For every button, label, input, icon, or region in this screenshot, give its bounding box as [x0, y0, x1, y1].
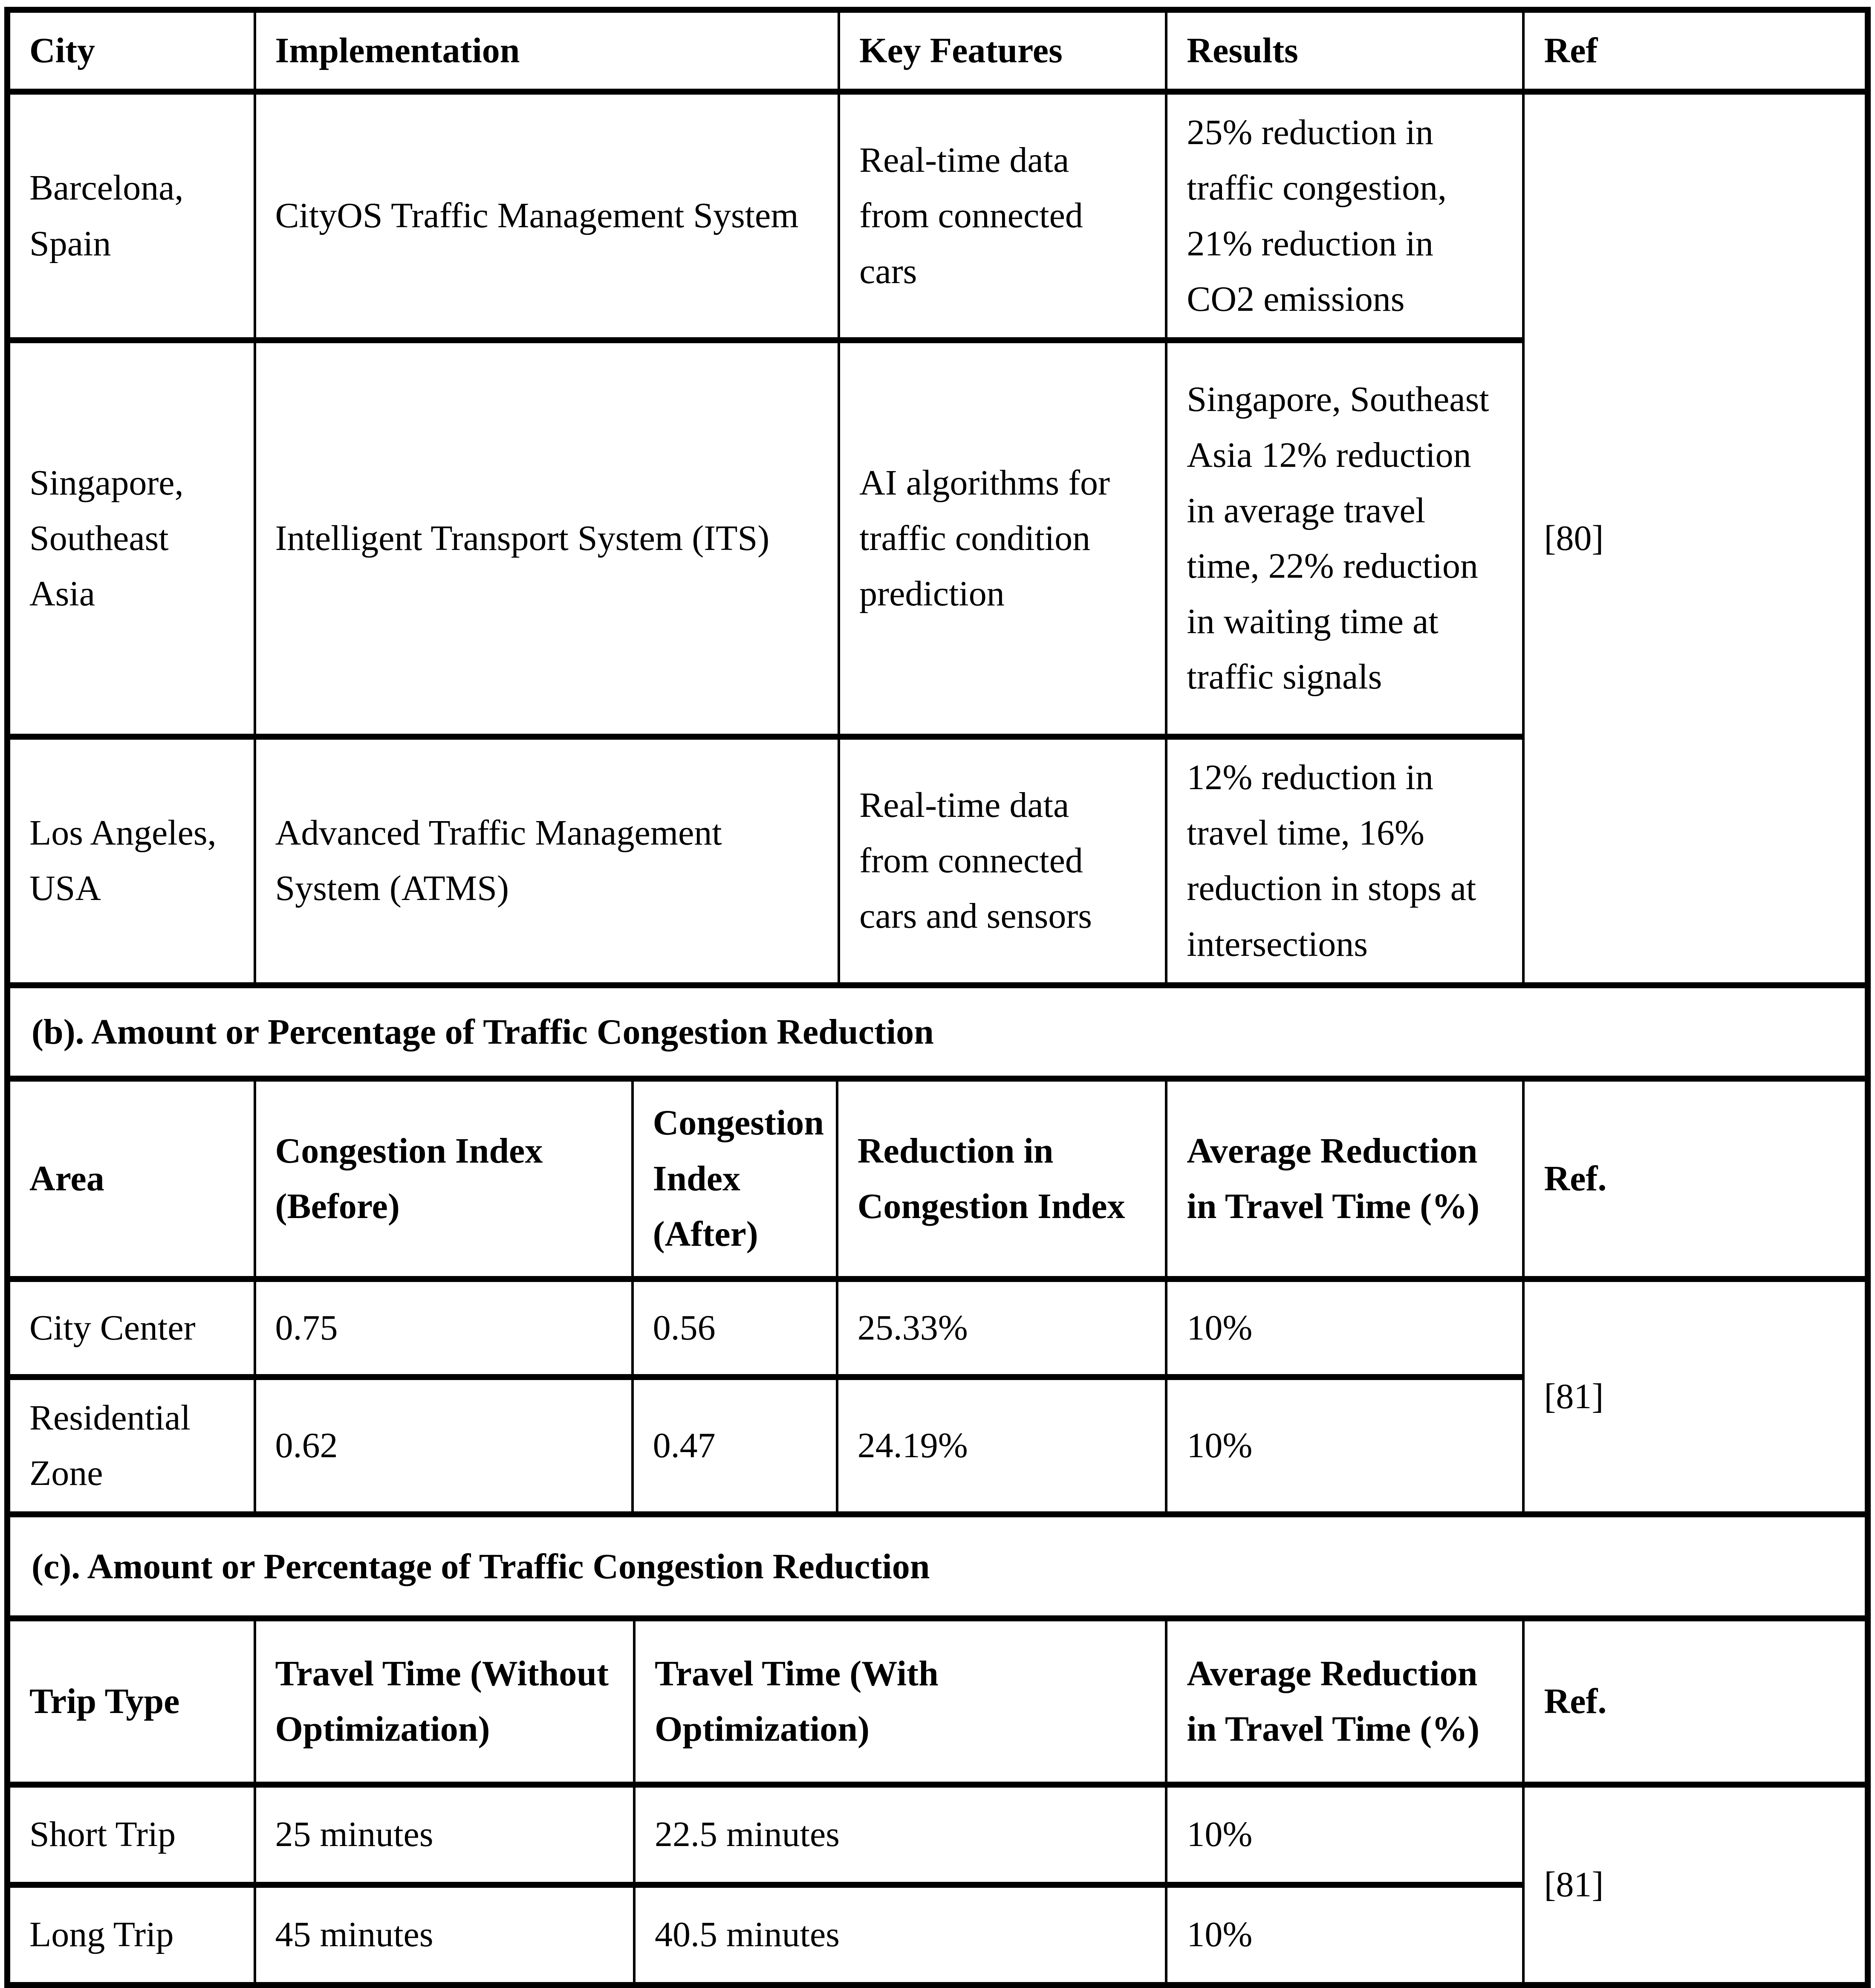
cell-key-features-barcelona: Real-time data from connected cars: [839, 92, 1166, 340]
table-c-header-row: [7, 1618, 1868, 1785]
table-b-header-reduction: Reduction in Congestion Index: [837, 1079, 1167, 1279]
tables-wrapper: [4, 7, 1871, 1988]
cell-avg-residential-zone: 10%: [1166, 1377, 1523, 1514]
table-a-header-row: [7, 10, 1868, 92]
table-a-header-results: Results: [1166, 10, 1523, 92]
cell-reduction-city-center: 25.33%: [837, 1279, 1167, 1377]
cell-trip-type-long: Long Trip: [7, 1885, 255, 1985]
cell-implementation-singapore: Intelligent Transport System (ITS): [255, 340, 839, 737]
table-b-header-area: Area: [7, 1079, 255, 1279]
table-row-city-center: [7, 1279, 1868, 1377]
cell-area-city-center: City Center: [7, 1279, 255, 1377]
cell-implementation-barcelona: CityOS Traffic Management System: [255, 92, 839, 340]
table-b-header-avg-reduction: Average Reduction in Travel Time (%): [1166, 1079, 1523, 1279]
cell-with-long: 40.5 minutes: [634, 1885, 1166, 1985]
cell-with-short: 22.5 minutes: [634, 1785, 1166, 1885]
cell-trip-type-short: Short Trip: [7, 1785, 255, 1885]
table-c-header-travel-time-without: Travel Time (Without Optimization): [255, 1618, 634, 1785]
table-c-header-travel-time-with: Travel Time (With Optimization): [634, 1618, 1166, 1785]
table-a-header-city: City: [7, 10, 255, 92]
cell-reduction-residential-zone: 24.19%: [837, 1377, 1167, 1514]
section-b-title: (b). Amount or Percentage of Traffic Congestion Reduction: [4, 988, 1871, 1076]
table-a-city-implementations: [4, 7, 1871, 988]
table-b-header-congestion-after: Congestion Index (After): [633, 1079, 837, 1279]
cell-ref-80: [80]: [1523, 92, 1868, 985]
cell-ref-81-table-b: [81]: [1523, 1279, 1868, 1514]
table-c-header-trip-type: Trip Type: [7, 1618, 255, 1785]
cell-after-city-center: 0.56: [633, 1279, 837, 1377]
table-b-header-congestion-before: Congestion Index (Before): [255, 1079, 633, 1279]
table-c-header-ref: Ref.: [1523, 1618, 1868, 1785]
cell-city-singapore: Singapore, Southeast Asia: [7, 340, 255, 737]
cell-without-long: 45 minutes: [255, 1885, 634, 1985]
table-a-header-key-features: Key Features: [839, 10, 1166, 92]
cell-results-singapore: Singapore, Southeast Asia 12% reduction in average travel time, 22% reduction in waiting time at traffic signals: [1166, 340, 1523, 737]
cell-key-features-singapore: AI algorithms for traffic condition prediction: [839, 340, 1166, 737]
cell-ref-81-table-c: [81]: [1523, 1785, 1868, 1985]
section-c-title: (c). Amount or Percentage of Traffic Congestion Reduction: [4, 1517, 1871, 1615]
cell-key-features-los-angeles: Real-time data from connected cars and sensors: [839, 737, 1166, 985]
cell-results-barcelona: 25% reduction in traffic congestion, 21% reduction in CO2 emissions: [1166, 92, 1523, 340]
table-c-travel-time: [4, 1615, 1871, 1988]
table-b-header-ref: Ref.: [1523, 1079, 1868, 1279]
cell-results-los-angeles: 12% reduction in travel time, 16% reduction in stops at intersections: [1166, 737, 1523, 985]
cell-without-short: 25 minutes: [255, 1785, 634, 1885]
cell-before-city-center: 0.75: [255, 1279, 633, 1377]
cell-before-residential-zone: 0.62: [255, 1377, 633, 1514]
cell-after-residential-zone: 0.47: [633, 1377, 837, 1514]
cell-avg-short: 10%: [1166, 1785, 1523, 1885]
table-row-barcelona: [7, 92, 1868, 340]
cell-implementation-los-angeles: Advanced Traffic Management System (ATMS): [255, 737, 839, 985]
table-b-header-row: [7, 1079, 1868, 1279]
cell-avg-long: 10%: [1166, 1885, 1523, 1985]
table-a-header-implementation: Implementation: [255, 10, 839, 92]
cell-area-residential-zone: Residential Zone: [7, 1377, 255, 1514]
cell-city-los-angeles: Los Angeles, USA: [7, 737, 255, 985]
table-a-header-ref: Ref: [1523, 10, 1868, 92]
table-row-short-trip: [7, 1785, 1868, 1885]
cell-avg-city-center: 10%: [1166, 1279, 1523, 1377]
table-c-header-avg-reduction: Average Reduction in Travel Time (%): [1166, 1618, 1523, 1785]
table-b-congestion-index: [4, 1076, 1871, 1517]
cell-city-barcelona: Barcelona, Spain: [7, 92, 255, 340]
